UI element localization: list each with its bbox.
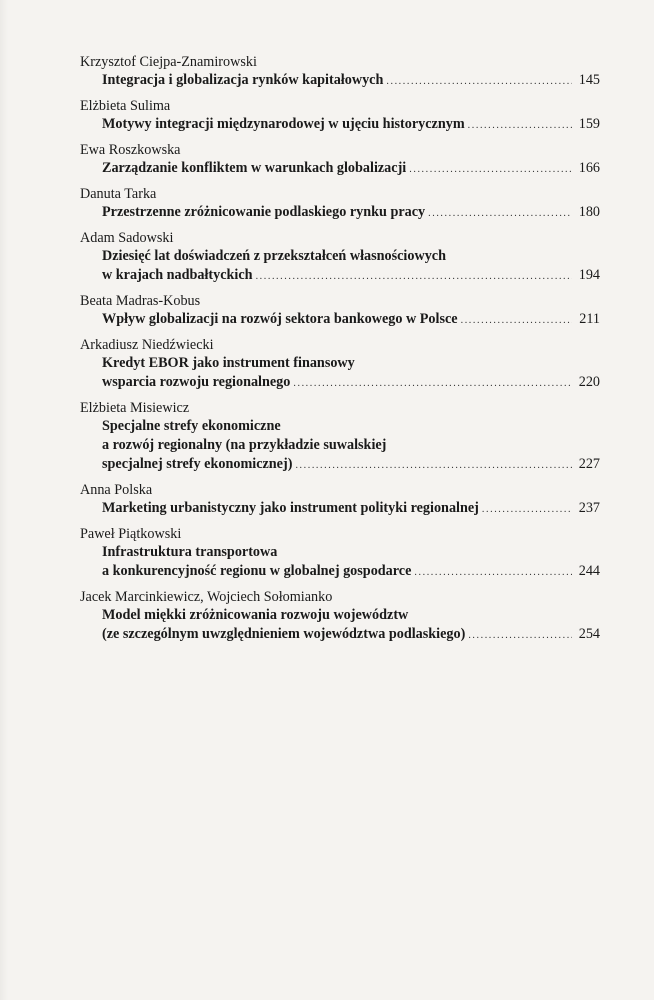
entry-title-row xyxy=(80,203,600,223)
entry-author: Adam Sadowski xyxy=(80,230,174,246)
toc-entry xyxy=(80,481,600,519)
toc-entry xyxy=(80,336,600,393)
entry-author: Arkadiusz Niedźwiecki xyxy=(80,337,214,353)
entry-author: Ewa Roszkowska xyxy=(80,142,181,158)
toc-entry xyxy=(80,292,600,330)
page-number: 227 xyxy=(578,456,600,472)
dot-leader xyxy=(256,267,572,286)
toc-entry xyxy=(80,141,600,179)
toc-entry xyxy=(80,588,600,645)
entry-title: Przestrzenne zróżnicowanie podlaskiego rynku pracy xyxy=(102,204,426,220)
dot-leader xyxy=(414,563,572,582)
entry-author: Beata Madras-Kobus xyxy=(80,293,201,309)
entry-author: Elżbieta Sulima xyxy=(80,98,171,114)
dot-leader xyxy=(293,374,572,393)
entry-title-row xyxy=(80,310,600,330)
entry-title: Integracja i globalizacja rynków kapitałowych xyxy=(102,72,384,88)
page-number: 211 xyxy=(579,311,600,327)
entry-author: Anna Polska xyxy=(80,482,153,498)
entry-title-line: Kredyt EBOR jako instrument finansowy xyxy=(102,355,355,371)
entry-title-row xyxy=(80,266,600,286)
entry-author: Danuta Tarka xyxy=(80,186,157,202)
entry-title-row xyxy=(80,373,600,393)
entry-title-row xyxy=(80,71,600,91)
table-of-contents xyxy=(80,53,600,651)
page-number: 237 xyxy=(578,500,600,516)
toc-entry xyxy=(80,229,600,286)
entry-author: Paweł Piątkowski xyxy=(80,526,182,542)
page-number: 244 xyxy=(578,563,600,579)
entry-title: w krajach nadbałtyckich xyxy=(102,267,253,283)
entry-title: Wpływ globalizacji na rozwój sektora bankowego w Polsce xyxy=(102,311,458,327)
dot-leader xyxy=(468,626,572,645)
page-number: 145 xyxy=(578,72,600,88)
entry-title-line: Model miękki zróżnicowania rozwoju województw xyxy=(102,607,409,623)
entry-author: Elżbieta Misiewicz xyxy=(80,400,190,416)
entry-title: Marketing urbanistyczny jako instrument polityki regionalnej xyxy=(102,500,479,516)
toc-entry xyxy=(80,97,600,135)
entry-title-row xyxy=(80,625,600,645)
entry-title: wsparcia rozwoju regionalnego xyxy=(102,374,291,390)
entry-title: Motywy integracji międzynarodowej w ujęciu historycznym xyxy=(102,116,465,132)
entry-title-row xyxy=(80,455,600,475)
entry-title: Zarządzanie konfliktem w warunkach globalizacji xyxy=(102,160,407,176)
dot-leader xyxy=(468,116,572,135)
entry-title-row xyxy=(80,159,600,179)
entry-title-line: Dziesięć lat doświadczeń z przekształceń własnościowych xyxy=(102,248,446,264)
dot-leader xyxy=(428,204,572,223)
dot-leader xyxy=(482,500,572,519)
entry-title: (ze szczególnym uwzględnieniem województwa podlaskiego) xyxy=(102,626,466,642)
page-number: 166 xyxy=(578,160,600,176)
toc-entry xyxy=(80,399,600,475)
page-number: 254 xyxy=(578,626,600,642)
entry-title: specjalnej strefy ekonomicznej) xyxy=(102,456,293,472)
entry-title-line: a rozwój regionalny (na przykładzie suwalskiej xyxy=(102,437,387,453)
entry-title-line: Specjalne strefy ekonomiczne xyxy=(102,418,281,434)
entry-author: Jacek Marcinkiewicz, Wojciech Sołomianko xyxy=(80,589,333,605)
dot-leader xyxy=(295,456,572,475)
toc-entry xyxy=(80,525,600,582)
dot-leader xyxy=(461,311,572,330)
dot-leader xyxy=(409,160,572,179)
page-number: 194 xyxy=(578,267,600,283)
entry-title-row xyxy=(80,115,600,135)
dot-leader xyxy=(386,72,572,91)
entry-title: a konkurencyjność regionu w globalnej gospodarce xyxy=(102,563,412,579)
entry-title-row xyxy=(80,562,600,582)
entry-title-row xyxy=(80,499,600,519)
page-number: 180 xyxy=(578,204,600,220)
toc-entry xyxy=(80,53,600,91)
page-number: 220 xyxy=(578,374,600,390)
entry-author: Krzysztof Ciejpa-Znamirowski xyxy=(80,54,257,70)
toc-entry xyxy=(80,185,600,223)
page-number: 159 xyxy=(578,116,600,132)
entry-title-line: Infrastruktura transportowa xyxy=(102,544,278,560)
